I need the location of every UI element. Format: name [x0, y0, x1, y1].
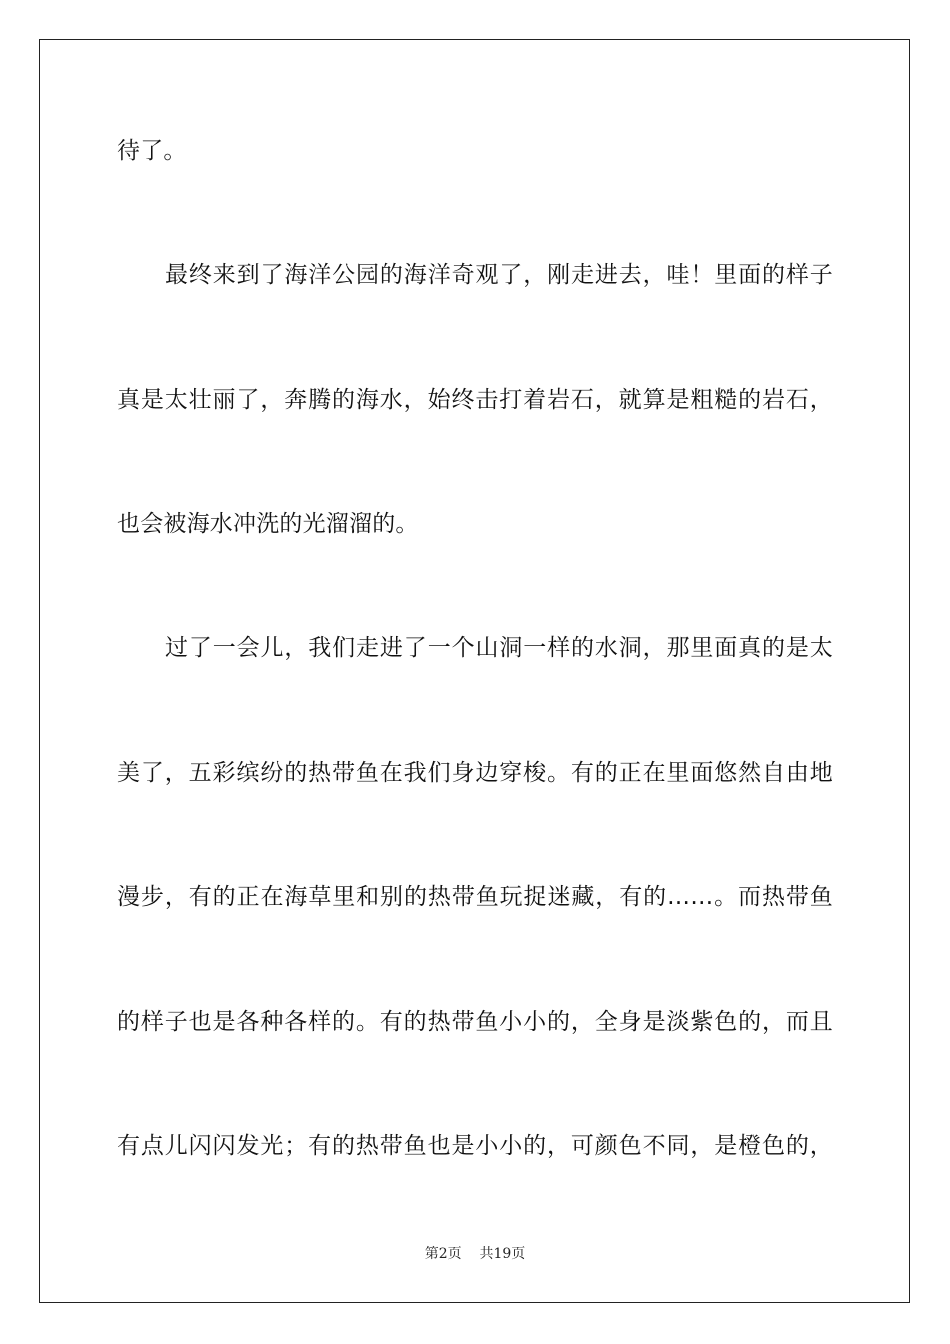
paragraph-2-line-4: 的样子也是各种各样的。有的热带鱼小小的，全身是淡紫色的，而且: [117, 1009, 833, 1035]
paragraph-2-line-3: 漫步，有的正在海草里和别的热带鱼玩捉迷藏，有的……。而热带鱼: [117, 884, 833, 910]
page-total: 共19页: [479, 1246, 526, 1262]
page-footer: [0, 1245, 950, 1263]
page-number: 第2页: [424, 1246, 462, 1262]
paragraph-1-line-1: 最终来到了海洋公园的海洋奇观了，刚走进去，哇！里面的样子: [165, 262, 833, 288]
paragraph-2-line-5: 有点儿闪闪发光；有的热带鱼也是小小的，可颜色不同，是橙色的，: [117, 1133, 833, 1159]
paragraph-1-line-3: 也会被海水冲洗的光溜溜的。: [117, 511, 419, 537]
paragraph-2-line-2: 美了，五彩缤纷的热带鱼在我们身边穿梭。有的正在里面悠然自由地: [117, 760, 833, 786]
paragraph-2-line-1: 过了一会儿，我们走进了一个山洞一样的水洞，那里面真的是太: [165, 635, 833, 661]
paragraph-1-line-2: 真是太壮丽了，奔腾的海水，始终击打着岩石，就算是粗糙的岩石，: [117, 387, 833, 413]
text-line-1: 待了。: [117, 138, 187, 164]
page-border: [39, 39, 910, 1303]
